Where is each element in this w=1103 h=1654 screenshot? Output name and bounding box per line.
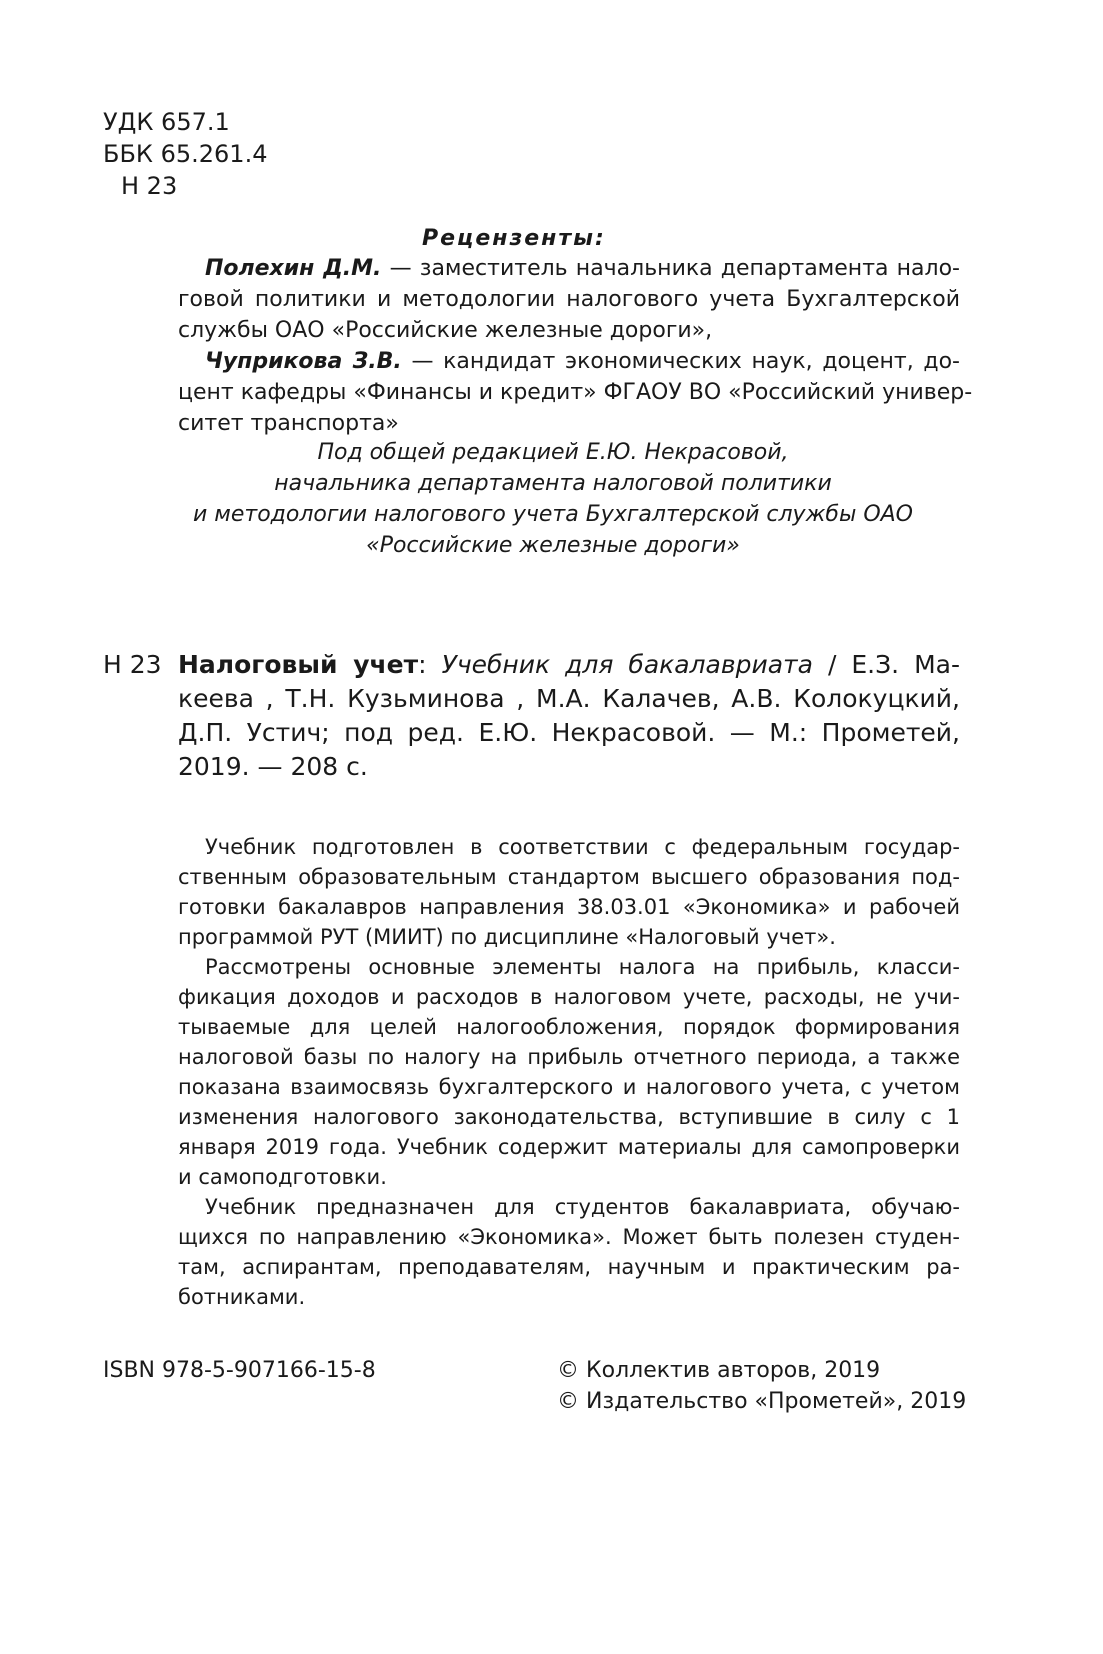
annotation-p2-line-3: тываемые для целей налогообложения, порядок формирования (178, 1015, 960, 1039)
editor-line-3: и методологии налогового учета Бухгалтерской службы ОАО (192, 502, 914, 527)
editor-line-2: начальника департамента налоговой политики (274, 471, 832, 496)
annotation-p3-line-1: Учебник предназначен для студентов бакалавриата, обучаю- (205, 1195, 960, 1219)
isbn: ISBN 978-5-907166-15-8 (103, 1358, 376, 1383)
annotation-p2-line-8: и самоподготовки. (178, 1165, 387, 1189)
reviewer-2-name: Чуприкова З.В. (205, 349, 402, 374)
annotation-p1-line-2: ственным образовательным стандартом высшего образования под- (178, 865, 960, 889)
bib-line-2: кеева , Т.Н. Кузьминова , М.А. Калачев, А.В. Колокуцкий, (178, 684, 960, 713)
annotation-p2-line-5: показана взаимосвязь бухгалтерского и налогового учета, с учетом (178, 1075, 960, 1099)
editor-line-1: Под общей редакцией Е.Ю. Некрасовой, (317, 440, 789, 465)
bib-authors-start: Е.З. Ма- (851, 650, 961, 679)
bib-title: Налоговый учет (178, 650, 419, 679)
author-mark: Н 23 (121, 172, 178, 200)
reviewers-heading: Рецензенты: (422, 226, 606, 251)
bib-colon: : (418, 650, 427, 679)
editor-line-4: «Российские железные дороги» (366, 533, 740, 558)
annotation-p2-line-2: фикация доходов и расходов в налоговом учете, расходы, не учи- (178, 985, 960, 1009)
reviewer-1-line-1 (178, 253, 960, 284)
reviewer-2-line-2: цент кафедры «Финансы и кредит» ФГАОУ ВО «Российский универ- (178, 380, 973, 405)
bib-record (178, 648, 960, 784)
reviewer-1-line-2: говой политики и методологии налогового учета Бухгалтерской (178, 287, 960, 312)
bbk-code: ББК 65.261.4 (103, 140, 268, 168)
annotation-p1-line-4: программой РУТ (МИИТ) по дисциплине «Налоговый учет». (178, 925, 836, 949)
annotation-p3-line-3: там, аспирантам, преподавателям, научным и практическим ра- (178, 1255, 960, 1279)
annotation-p1-line-3: готовки бакалавров направления 38.03.01 «Экономика» и рабочей (178, 895, 960, 919)
copyright-publisher: © Издательство «Прометей», 2019 (557, 1389, 967, 1414)
annotation-p2-line-7: января 2019 года. Учебник содержит материалы для самопроверки (178, 1135, 960, 1159)
bib-line-3: Д.П. Устич; под ред. Е.Ю. Некрасовой. — М.: Прометей, (178, 718, 960, 747)
annotation-p3-line-2: щихся по направлению «Экономика». Может быть полезен студен- (178, 1225, 960, 1249)
bib-mark: Н 23 (103, 650, 162, 679)
annotation-p1-line-1: Учебник подготовлен в соответствии с федеральным государ- (205, 835, 960, 859)
reviewer-1-text-1: — заместитель начальника департамента нало- (389, 256, 960, 281)
bib-slash: / (827, 650, 837, 679)
reviewers-list (178, 253, 973, 439)
bib-line-1 (178, 648, 960, 682)
bib-subtitle: Учебник для бакалавриата (441, 650, 813, 679)
reviewer-2-line-3: ситет транспорта» (178, 411, 399, 436)
bib-line-4: 2019. — 208 с. (178, 752, 368, 781)
annotation-p2-line-6: изменения налогового законодательства, вступившие в силу с 1 (178, 1105, 960, 1129)
reviewer-2-text-1: — кандидат экономических наук, доцент, до- (411, 349, 960, 374)
annotation-p2-line-4: налоговой базы по налогу на прибыль отчетного периода, а также (178, 1045, 960, 1069)
udk-code: УДК 657.1 (103, 108, 230, 136)
annotation (178, 832, 960, 1312)
annotation-p2-line-1: Рассмотрены основные элементы налога на прибыль, класси- (205, 955, 960, 979)
reviewer-1-line-3: службы ОАО «Российские железные дороги», (178, 318, 713, 343)
annotation-p3-line-4: ботниками. (178, 1285, 306, 1309)
reviewer-2-line-1 (178, 346, 960, 377)
editor-block (103, 437, 1003, 561)
copyright-authors: © Коллектив авторов, 2019 (557, 1358, 881, 1383)
reviewer-1-name: Полехин Д.М. (205, 256, 382, 281)
